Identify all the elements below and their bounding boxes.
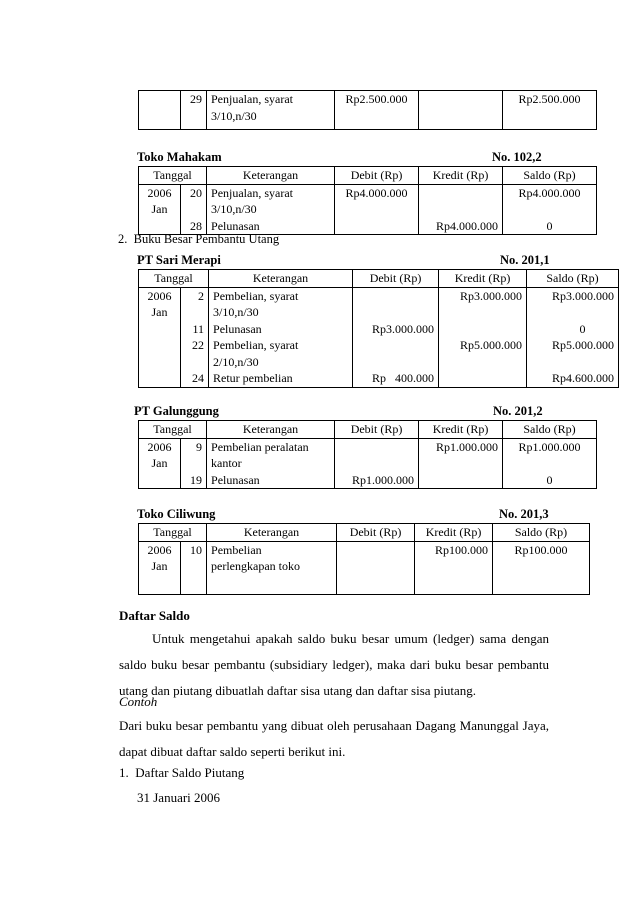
contoh-paragraph (119, 713, 549, 765)
table-row (139, 541, 590, 594)
col-header-keterangan: Keterangan (207, 167, 335, 185)
paragraph-line: utang dan piutang dibuatlah daftar sisa utang dan daftar sisa piutang. (119, 683, 477, 698)
day-cell: 10 (181, 541, 207, 594)
ledger-number-mahakam: No. 102,2 (492, 150, 542, 164)
ledger-table-mahakam (138, 166, 597, 235)
daftar-saldo-paragraph (119, 626, 549, 704)
kredit-cell (419, 91, 503, 130)
saldo-cell: Rp3.000.000 0 Rp5.000.000 Rp4.600.000 (527, 287, 619, 387)
table-row (139, 438, 597, 489)
col-header-tanggal: Tanggal (139, 524, 207, 542)
ledger-table-galunggung (138, 420, 597, 489)
contoh-label: Contoh (119, 694, 158, 709)
header-row (139, 270, 619, 288)
col-header-kredit: Kredit (Rp) (439, 270, 527, 288)
year-cell: 2006 Jan (139, 184, 181, 235)
col-header-debit: Debit (Rp) (353, 270, 439, 288)
debit-cell (337, 541, 415, 594)
description-cell: Pembelian peralatan kantor Pelunasan (207, 438, 335, 489)
paragraph-line: dapat dibuat daftar saldo seperti berikut ini. (119, 744, 346, 759)
col-header-kredit: Kredit (Rp) (419, 421, 503, 439)
ledger-table-sari-merapi (138, 269, 619, 388)
section-heading-utang: 2. Buku Besar Pembantu Utang (118, 232, 280, 246)
ledger-title-mahakam: Toko Mahakam (137, 150, 222, 164)
kredit-cell: Rp4.000.000 (419, 184, 503, 235)
day-cell: 29 (181, 91, 207, 130)
top-ledger-table (138, 90, 597, 130)
daftar-saldo-heading: Daftar Saldo (119, 608, 190, 623)
header-row (139, 524, 590, 542)
description-cell: Pembelian perlengkapan toko (207, 541, 337, 594)
debit-cell: Rp1.000.000 (335, 438, 419, 489)
table-row (139, 287, 619, 387)
year-cell: 2006 Jan (139, 541, 181, 594)
table-row (139, 91, 597, 130)
debit-cell: Rp3.000.000 Rp 400.000 (353, 287, 439, 387)
col-header-saldo: Saldo (Rp) (527, 270, 619, 288)
paragraph-line: Untuk mengetahui apakah saldo buku besar umum (ledger) sama dengan (152, 631, 549, 646)
col-header-debit: Debit (Rp) (337, 524, 415, 542)
col-header-saldo: Saldo (Rp) (493, 524, 590, 542)
debit-cell: Rp4.000.000 (335, 184, 419, 235)
saldo-cell: Rp100.000 (493, 541, 590, 594)
ledger-title-sari-merapi: PT Sari Merapi (137, 253, 221, 267)
col-header-kredit: Kredit (Rp) (419, 167, 503, 185)
header-row (139, 167, 597, 185)
ledger-title-ciliwung: Toko Ciliwung (137, 507, 216, 521)
col-header-tanggal: Tanggal (139, 421, 207, 439)
ledger-table-ciliwung (138, 523, 590, 595)
paragraph-line: saldo buku besar pembantu (subsidiary ledger), maka dari buku besar pembantu (119, 657, 549, 672)
description-cell: Pembelian, syarat 3/10,n/30 Pelunasan Pembelian, syarat 2/10,n/30 Retur pembelian (209, 287, 353, 387)
ledger-number-sari-merapi: No. 201,1 (500, 253, 550, 267)
date-label: 31 Januari 2006 (137, 790, 221, 805)
list-item-daftar-saldo-piutang: 1. Daftar Saldo Piutang (119, 765, 245, 780)
col-header-keterangan: Keterangan (207, 421, 335, 439)
ledger-number-galunggung: No. 201,2 (493, 404, 543, 418)
col-header-keterangan: Keterangan (207, 524, 337, 542)
paragraph-line: Dari buku besar pembantu yang dibuat oleh perusahaan Dagang Manunggal Jaya, (119, 718, 549, 733)
day-cell: 2 11 22 24 (181, 287, 209, 387)
col-header-debit: Debit (Rp) (335, 421, 419, 439)
description-cell: Penjualan, syarat 3/10,n/30 (207, 91, 335, 130)
description-cell: Penjualan, syarat 3/10,n/30 Pelunasan (207, 184, 335, 235)
ledger-title-galunggung: PT Galunggung (134, 404, 219, 418)
col-header-tanggal: Tanggal (139, 167, 207, 185)
year-cell (139, 91, 181, 130)
debit-cell: Rp2.500.000 (335, 91, 419, 130)
day-cell: 20 28 (181, 184, 207, 235)
day-cell: 9 19 (181, 438, 207, 489)
year-cell: 2006 Jan (139, 438, 181, 489)
saldo-cell: Rp1.000.000 0 (503, 438, 597, 489)
col-header-tanggal: Tanggal (139, 270, 209, 288)
col-header-keterangan: Keterangan (209, 270, 353, 288)
col-header-saldo: Saldo (Rp) (503, 421, 597, 439)
header-row (139, 421, 597, 439)
saldo-cell: Rp4.000.000 0 (503, 184, 597, 235)
year-cell: 2006 Jan (139, 287, 181, 387)
col-header-kredit: Kredit (Rp) (415, 524, 493, 542)
kredit-cell: Rp1.000.000 (419, 438, 503, 489)
kredit-cell: Rp100.000 (415, 541, 493, 594)
kredit-cell: Rp3.000.000 Rp5.000.000 (439, 287, 527, 387)
ledger-number-ciliwung: No. 201,3 (499, 507, 549, 521)
saldo-cell: Rp2.500.000 (503, 91, 597, 130)
col-header-debit: Debit (Rp) (335, 167, 419, 185)
table-row (139, 184, 597, 235)
col-header-saldo: Saldo (Rp) (503, 167, 597, 185)
